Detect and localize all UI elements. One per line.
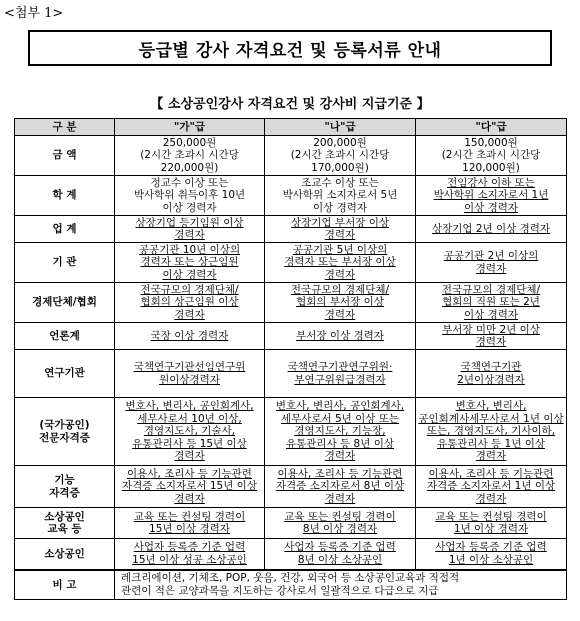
row-label: 소상공인 교육 등 xyxy=(15,508,115,539)
table-cell: 공공기관 10년 이상의 경력자 또는 상근임원 이상 경력자 xyxy=(115,243,265,283)
table-row xyxy=(15,508,567,539)
table-cell: 변호사, 변리사, 공인회계사세무사로서 1년 이상 또는, 경영지도사, 기사이하, 유통관리사 등 1년 이상 경력자 xyxy=(416,398,567,466)
remarks-text: 레크리에이션, 기체조, POP, 웃음, 건강, 외국어 등 소상공인교육과 직접적 관련이 적은 교양과목을 지도하는 강사로서 일괄적으로 다급으로 지급 xyxy=(115,570,567,600)
table-cell: 사업자 등록증 기준 업력 1년 이상 소상공인 xyxy=(416,539,567,570)
table-cell: 전임강사 이하 또는 박사학위 소지자로서 1년 이상 경력자 xyxy=(416,176,567,216)
table-cell: 사업자 등록증 기준 업력 15년 이상 성공 소상공인 xyxy=(115,539,265,570)
table-cell: 변호사, 변리사, 공인회계사, 세무사로서 10년 이상, 경영지도사, 기술사, 유통관리사 등 15년 이상 경력자 xyxy=(115,398,265,466)
remarks-label: 비 고 xyxy=(15,570,115,600)
table-row xyxy=(15,466,567,508)
row-label: 언론계 xyxy=(15,323,115,350)
table-cell: 상장기업 등기임원 이상 경력자 xyxy=(115,216,265,243)
header-grade-c: "다"급 xyxy=(416,119,567,136)
table-cell: 국장 이상 경력자 xyxy=(115,323,265,350)
header-category: 구 분 xyxy=(15,119,115,136)
section-subtitle: 【 소상공인강사 자격요건 및 강사비 지급기준 】 xyxy=(150,97,430,112)
table-cell: 150,000원 (2시간 초과시 시간당 120,000원) xyxy=(416,136,567,176)
table-cell: 부서장 미만 2년 이상 경력자 xyxy=(416,323,567,350)
table-cell: 변호사, 변리사, 공인회계사, 세무사로서 5년 이상 또는 경영지도사, 기능장, 유통관리사 등 8년 이상 경력자 xyxy=(265,398,416,466)
table-cell: 교육 또는 컨설팅 경력이 8년 이상 경력자 xyxy=(265,508,416,539)
row-label: 연구기관 xyxy=(15,350,115,398)
table-cell: 국책연구기관연구위원· 부연구위원급경력자 xyxy=(265,350,416,398)
page-title: 등급별 강사 자격요건 및 등록서류 안내 xyxy=(28,30,552,66)
table-row xyxy=(15,398,567,466)
table-cell: 200,000원 (2시간 초과시 시간당 170,000원) xyxy=(265,136,416,176)
table-row xyxy=(15,243,567,283)
qualification-table xyxy=(14,118,567,600)
table-cell: 조교수 이상 또는 박사학위 소지자로서 5년 이상 경력자 xyxy=(265,176,416,216)
row-label: 업 계 xyxy=(15,216,115,243)
row-label: 경제단체/협회 xyxy=(15,283,115,323)
row-label: 소상공인 xyxy=(15,539,115,570)
row-label: 기능 자격증 xyxy=(15,466,115,508)
table-cell: 공공기관 2년 이상의 경력자 xyxy=(416,243,567,283)
table-cell: 전국규모의 경제단체/ 협회의 부서장 이상 경력자 xyxy=(265,283,416,323)
table-cell: 사업자 등록증 기준 업력 8년 이상 소상공인 xyxy=(265,539,416,570)
header-grade-a: "가"급 xyxy=(115,119,265,136)
table-row xyxy=(15,176,567,216)
table-cell: 정교수 이상 또는 박사학위 취득이후 10년 이상 경력자 xyxy=(115,176,265,216)
remarks-row xyxy=(15,570,567,600)
table-row xyxy=(15,283,567,323)
table-cell: 250,000원 (2시간 초과시 시간당 220,000원) xyxy=(115,136,265,176)
table-row xyxy=(15,216,567,243)
table-cell: 전국규모의 경제단체/ 협회의 상근임원 이상 경력자 xyxy=(115,283,265,323)
table-row xyxy=(15,350,567,398)
table-cell: 이용사, 조리사 등 기능관련 자격증 소지자로서 15년 이상 경력자 xyxy=(115,466,265,508)
table-cell: 부서장 이상 경력자 xyxy=(265,323,416,350)
table-cell: 국책연구기관 2년이상경력자 xyxy=(416,350,567,398)
header-grade-b: "나"급 xyxy=(265,119,416,136)
table-cell: 전국규모의 경제단체/ 협회의 직원 또는 2년 이상 경력자 xyxy=(416,283,567,323)
row-label: 학 계 xyxy=(15,176,115,216)
table-cell: 이용사, 조리사 등 기능관련 자격증 소지자로서 8년 이상 경력자 xyxy=(265,466,416,508)
table-row xyxy=(15,323,567,350)
row-label: 기 관 xyxy=(15,243,115,283)
attachment-label: <첨부 1> xyxy=(4,6,64,21)
table-cell: 교육 또는 컨설팅 경력이 15년 이상 경력자 xyxy=(115,508,265,539)
table-cell: 상장기업 부서장 이상 경력자 xyxy=(265,216,416,243)
table-header-row xyxy=(15,119,567,136)
table-row xyxy=(15,539,567,570)
row-label: 금 액 xyxy=(15,136,115,176)
table-cell: 국책연구기관선임연구위 원이상경력자 xyxy=(115,350,265,398)
table-cell: 공공기관 5년 이상의 경력자 또는 부서장 이상 경력자 xyxy=(265,243,416,283)
table-row xyxy=(15,136,567,176)
table-cell: 상장기업 2년 이상 경력자 xyxy=(416,216,567,243)
table-cell: 교육 또는 컨설팅 경력이 1년 이상 경력자 xyxy=(416,508,567,539)
row-label: (국가공인) 전문자격증 xyxy=(15,398,115,466)
table-cell: 이용사, 조리사 등 기능관련 자격증 소지자로서 1년 이상 경력자 xyxy=(416,466,567,508)
